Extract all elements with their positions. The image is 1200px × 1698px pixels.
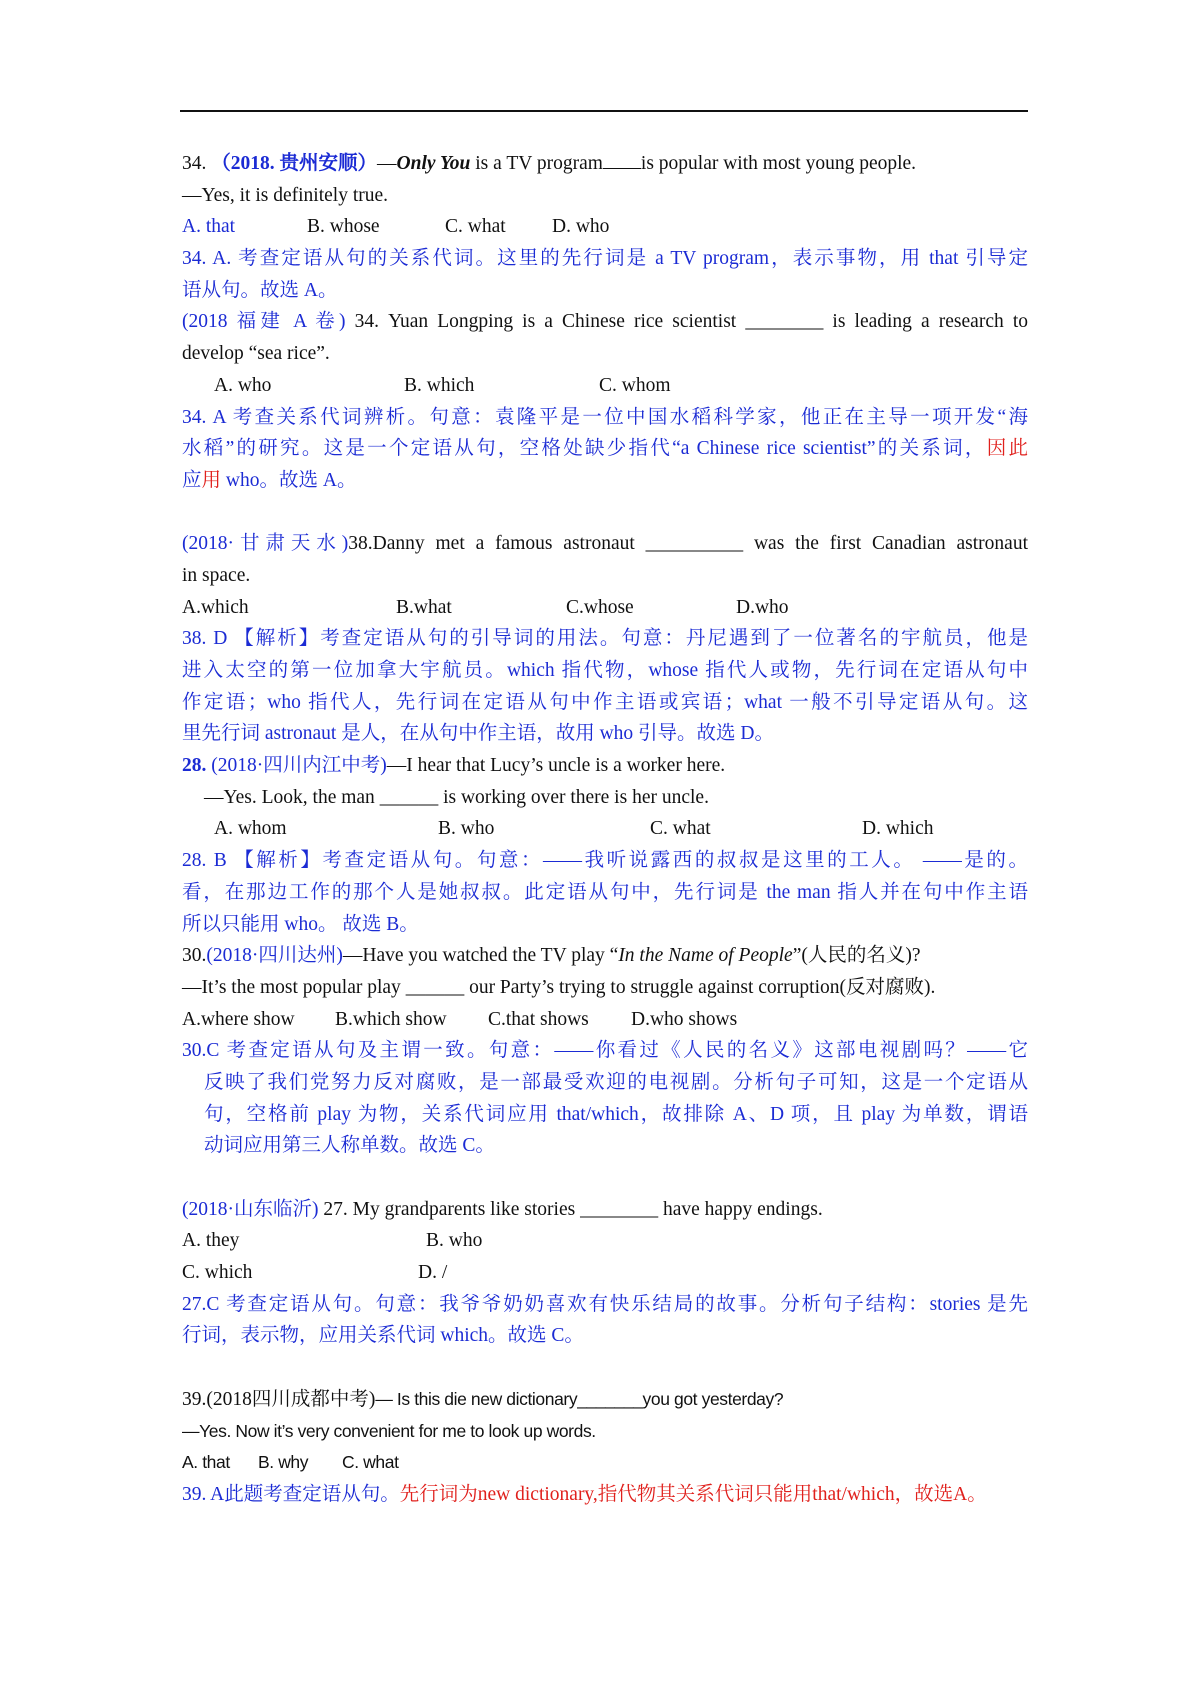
question-text: —I hear that Lucy’s uncle is a worker here. bbox=[386, 755, 726, 777]
answer-explanation: 27.C 考查定语从句。句意：我爷爷奶奶喜欢有快乐结局的故事。分析句子结构：stories 是先 bbox=[182, 1293, 1028, 1315]
spacer bbox=[182, 1352, 1028, 1384]
option-b: B. which bbox=[404, 374, 475, 396]
answer-blank: ________ bbox=[745, 311, 824, 333]
options-row bbox=[182, 1447, 1028, 1479]
dash: — bbox=[377, 153, 397, 174]
answer-explanation: 动词应用第三人称单数。故选 C。 bbox=[204, 1135, 495, 1157]
answer-highlight: 先行词为new dictionary,指代物其关系代词只能用that/which，故选A。 bbox=[399, 1483, 987, 1505]
option-a: A. whom bbox=[214, 818, 287, 840]
option-d: D. which bbox=[862, 818, 934, 840]
question-source: (2018·山东临沂) bbox=[182, 1198, 319, 1220]
question-34-anshun bbox=[182, 148, 1028, 180]
question-number: 30. bbox=[182, 945, 207, 967]
question-text: you got yesterday? bbox=[642, 1388, 784, 1409]
question-number: 34. bbox=[182, 153, 207, 174]
options-row bbox=[182, 1004, 1028, 1036]
answer-blank: ______ bbox=[379, 786, 439, 808]
options-row bbox=[182, 1225, 1028, 1257]
question-text: in space. bbox=[182, 564, 251, 586]
header-rule bbox=[180, 110, 1028, 112]
question-text: — Is this die new dictionary bbox=[375, 1388, 578, 1409]
question-text: 34. Yuan Longping is a Chinese rice scientist bbox=[345, 311, 746, 333]
answer-blank: ________ bbox=[580, 1198, 659, 1220]
spacer bbox=[182, 1162, 1028, 1194]
option-c: C.that shows bbox=[488, 1008, 589, 1030]
question-text: —Have you watched the TV play “ bbox=[342, 945, 619, 967]
option-a: A. who bbox=[214, 374, 272, 396]
question-text: have happy endings. bbox=[658, 1198, 823, 1220]
document-body bbox=[182, 148, 1028, 1511]
question-text: —Yes. Look, the man bbox=[204, 786, 380, 808]
question-27-linyi bbox=[182, 1194, 1028, 1226]
options-row bbox=[182, 211, 1028, 243]
option-b: B. who bbox=[426, 1230, 483, 1252]
options-row bbox=[182, 813, 1028, 845]
option-c: C. what bbox=[650, 818, 711, 840]
answer-explanation: 看，在那边工作的那个人是她叔叔。此定语从句中，先行词是 the man 指人并在句中作主语 bbox=[182, 881, 1028, 903]
options-row bbox=[182, 592, 1028, 624]
answer-explanation: 进入太空的第一位加拿大宇航员。which 指代物，whose 指代人或物，先行词在定语从句中 bbox=[182, 660, 1028, 681]
question-30-dazhou bbox=[182, 940, 1028, 972]
answer-explanation: 28. B 【解析】考查定语从句。句意：——我听说露西的叔叔是这里的工人。 ——是的。 bbox=[182, 850, 1028, 872]
question-39-chengdu bbox=[182, 1384, 1028, 1416]
question-38-tianshui bbox=[182, 528, 1028, 560]
question-number: 28. bbox=[182, 755, 207, 777]
answer-explanation: 语从句。故选 A。 bbox=[182, 279, 338, 301]
question-reply: —Yes, it is definitely true. bbox=[182, 184, 389, 206]
question-text: our Party’s trying to struggle against corruption(反对腐败). bbox=[464, 976, 936, 998]
question-reply bbox=[182, 972, 1028, 1004]
options-row bbox=[182, 370, 1028, 402]
answer-text: 水稻”的研究。这是一个定语从句，空格处缺少指代“a Chinese rice scientist”的关系词， bbox=[182, 438, 987, 460]
answer-explanation bbox=[182, 465, 1028, 497]
question-source: (2018·四川内江中考) bbox=[206, 755, 387, 777]
option-a: A. that bbox=[182, 1452, 230, 1473]
question-28-neijiang bbox=[182, 750, 1028, 782]
question-text: is working over there is her uncle. bbox=[438, 786, 709, 808]
option-a: A. that bbox=[182, 216, 236, 238]
answer-highlight: 因此 bbox=[986, 438, 1028, 460]
option-a: A.which bbox=[182, 596, 249, 618]
question-34-fujian bbox=[182, 306, 1028, 338]
answer-explanation bbox=[182, 1479, 1028, 1511]
option-b: B.which show bbox=[335, 1008, 447, 1030]
option-d: D.who shows bbox=[631, 1008, 738, 1030]
play-title: In the Name of People bbox=[618, 945, 793, 967]
answer-explanation: 所以只能用 who。 故选 B。 bbox=[182, 913, 419, 935]
answer-explanation: 反映了我们党努力反对腐败，是一部最受欢迎的电视剧。分析句子可知，这是一个定语从 bbox=[204, 1071, 1028, 1093]
question-reply: —Yes. Now it’s very convenient for me to look up words. bbox=[182, 1420, 596, 1441]
answer-explanation: 38. D 【解析】考查定语从句的引导词的用法。句意：丹尼遇到了一位著名的宇航员，他是 bbox=[182, 628, 1028, 650]
answer-blank: __________ bbox=[645, 533, 744, 555]
spacer bbox=[182, 497, 1028, 529]
question-source: (2018 福建 A 卷) bbox=[182, 311, 346, 333]
question-text: ”(人民的名义)? bbox=[792, 945, 921, 967]
option-c: C. what bbox=[445, 216, 506, 238]
answer-blank bbox=[603, 148, 641, 169]
answer-explanation: 30.C 考查定语从句及主谓一致。句意：——你看过《人民的名义》这部电视剧吗？——它 bbox=[182, 1040, 1028, 1062]
question-text: 38.Danny met a famous astronaut bbox=[348, 533, 646, 555]
program-title: Only You bbox=[396, 153, 471, 174]
question-source: （2018. 贵州安顺） bbox=[211, 153, 378, 174]
answer-highlight: 用 bbox=[201, 469, 222, 491]
answer-explanation: 作定语；who 指代人，先行词在定语从句中作主语或宾语；what 一般不引导定语从句。这 bbox=[182, 691, 1028, 713]
options-row bbox=[182, 1257, 1028, 1289]
answer-blank: _______ bbox=[577, 1388, 643, 1409]
option-d: D.who bbox=[736, 596, 789, 618]
answer-text: 应 bbox=[182, 469, 202, 491]
question-text: was the first Canadian astronaut bbox=[743, 533, 1028, 555]
answer-explanation: 34. A. 考查定语从句的关系代词。这里的先行词是 a TV program，表示事物，用 that 引导定 bbox=[182, 248, 1028, 270]
question-text: 27. My grandparents like stories bbox=[318, 1198, 581, 1220]
question-text: is leading a research to bbox=[823, 311, 1028, 333]
question-text: develop “sea rice”. bbox=[182, 343, 330, 365]
answer-text: 39. A此题考查定语从句。 bbox=[182, 1483, 400, 1505]
option-d: D. / bbox=[418, 1262, 448, 1284]
answer-explanation: 行词，表示物，应用关系代词 which。故选 C。 bbox=[182, 1325, 584, 1347]
question-reply bbox=[182, 782, 1028, 814]
question-source: (2018·四川达州) bbox=[206, 945, 343, 967]
option-c: C.whose bbox=[566, 596, 634, 618]
question-source: 39.(2018四川成都中考) bbox=[182, 1388, 376, 1410]
answer-explanation bbox=[182, 433, 1028, 465]
option-d: D. who bbox=[552, 216, 610, 238]
answer-blank: ______ bbox=[405, 976, 465, 998]
option-b: B.what bbox=[396, 596, 452, 618]
option-b: B. whose bbox=[307, 216, 380, 238]
option-a: A. they bbox=[182, 1230, 240, 1252]
answer-explanation: 里先行词 astronaut 是人，在从句中作主语，故用 who 引导。故选 D。 bbox=[182, 723, 775, 745]
question-text: is a TV program bbox=[470, 153, 603, 174]
option-c: C. what bbox=[342, 1452, 399, 1473]
option-c: C. which bbox=[182, 1262, 253, 1284]
option-b: B. who bbox=[438, 818, 495, 840]
question-text: is popular with most young people. bbox=[640, 153, 917, 174]
option-a: A.where show bbox=[182, 1008, 295, 1030]
option-b: B. why bbox=[258, 1452, 309, 1473]
answer-explanation: 34. A 考查关系代词辨析。句意：袁隆平是一位中国水稻科学家，他正在主导一项开发“海 bbox=[182, 406, 1028, 428]
answer-text: who。故选 A。 bbox=[221, 469, 357, 491]
option-c: C. whom bbox=[599, 374, 671, 396]
question-source: (2018·甘肃天水) bbox=[182, 533, 349, 555]
answer-explanation: 句，空格前 play 为物，关系代词应用 that/which，故排除 A、D 项，且 play 为单数，谓语 bbox=[204, 1103, 1028, 1125]
question-text: —It’s the most popular play bbox=[182, 976, 406, 998]
